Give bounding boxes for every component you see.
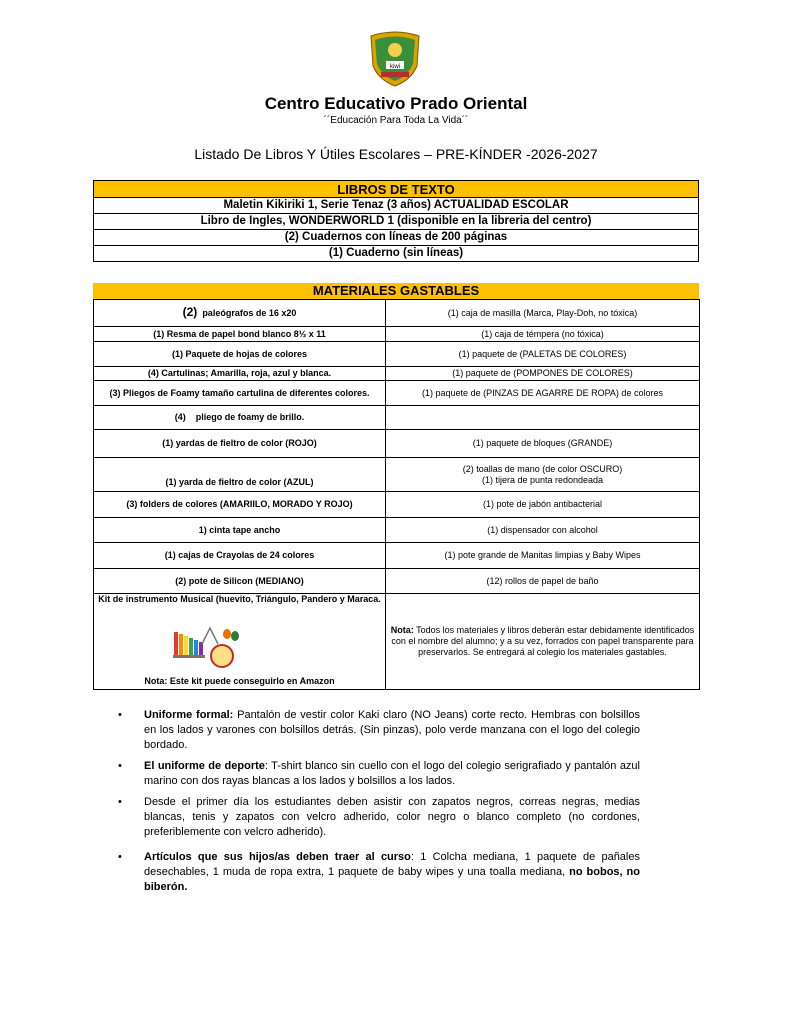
bullet-dot: •	[118, 851, 122, 863]
kit-title: Kit de instrumento Musical (huevito, Triángulo, Pandero y Maraca.	[98, 594, 381, 604]
school-motto: ´´Educación Para Toda La Vida´´	[323, 115, 469, 126]
material-right: (1) pote grande de Manitas limpias y Baby Wipes	[386, 543, 700, 569]
material-left: 1) cinta tape ancho	[94, 518, 386, 543]
material-right	[386, 406, 700, 430]
material-count: (2)	[182, 305, 198, 319]
material-right-line: (2) toallas de mano (de color OSCURO)	[462, 463, 623, 474]
bullet-item	[110, 850, 640, 895]
material-left: (4) Cartulinas; Amarilla, roja, azul y blanca.	[94, 367, 386, 381]
bullet-text: : T-shirt blanco sin cuello con el logo del colegio serigrafiado y pantalón azul marino con dos rayas blancas a los lados y bolsillos a los lados.	[144, 760, 640, 787]
material-right	[386, 458, 700, 492]
material-left: (3) folders de colores (AMARIILO, MORADO Y ROJO)	[94, 492, 386, 518]
bullet-label: El uniforme de deporte	[144, 760, 265, 772]
kit-cell	[94, 594, 386, 690]
kit-note: Nota: Este kit puede conseguirlo en Amazon	[144, 676, 335, 686]
material-right-line: (1) tijera de punta redondeada	[481, 474, 604, 485]
bullet-tail: no bobos, no biberón.	[144, 866, 640, 893]
libro-item: (2) Cuadernos con líneas de 200 páginas	[94, 230, 699, 246]
material-left: (1) cajas de Crayolas de 24 colores	[94, 543, 386, 569]
school-name: Centro Educativo Prado Oriental	[264, 94, 528, 113]
material-left: (4) pliego de foamy de brillo.	[94, 406, 386, 430]
material-right: (1) caja de masilla (Marca, Play-Doh, no tóxica)	[386, 300, 700, 327]
material-left: (2) pote de Silicon (MEDIANO)	[94, 569, 386, 594]
material-right: (1) paquete de bloques (GRANDE)	[386, 430, 700, 458]
material-left: (1) Resma de papel bond blanco 8½ x 11	[94, 327, 386, 342]
bullet-dot: •	[118, 796, 122, 808]
bullet-dot: •	[118, 709, 122, 721]
bullet-text: : 1 Colcha mediana, 1 paquete de pañales desechables, 1 muda de ropa extra, 1 paquete de baby wipes y una toalla mediana,	[144, 851, 640, 878]
nota-cell	[386, 594, 700, 690]
nota-label: Nota:	[390, 625, 414, 635]
bullet-item	[110, 795, 640, 840]
instrument-kit-image	[172, 622, 242, 668]
material-left: (1) Paquete de hojas de colores	[94, 342, 386, 367]
bullet-item	[110, 759, 640, 789]
libros-header: LIBROS DE TEXTO	[94, 181, 699, 198]
material-right: (1) pote de jabón antibacterial	[386, 492, 700, 518]
list-title: Listado De Libros Y Útiles Escolares – PRE-KÍNDER -2026-2027	[194, 146, 598, 162]
material-text: paleógrafos de 16 x20	[202, 308, 297, 318]
material-right: (1) paquete de (POMPONES DE COLORES)	[386, 367, 700, 381]
material-right: (1) paquete de (PALETAS DE COLORES)	[386, 342, 700, 367]
bullet-text: Desde el primer día los estudiantes deben asistir con zapatos negros, correas negras, medias blancas, tenis y zapatos con velcro adherido, color negro o blanco completo (no cordones, preferiblemente con velcro adherido).	[144, 796, 640, 838]
bullet-item	[110, 708, 640, 753]
libro-item: Maletin Kikiriki 1, Serie Tenaz (3 años) ACTUALIDAD ESCOLAR	[94, 198, 699, 214]
libros-table	[93, 180, 699, 262]
bullet-text: Pantalón de vestir color Kaki claro (NO Jeans) corte recto. Hembras con bolsillos en los lados y varones con bolsillos detrás. (Sin pinzas), polo verde manzana con el logo del colegio bordado.	[144, 709, 641, 751]
material-left	[94, 300, 386, 327]
material-right: (1) paquete de (PINZAS DE AGARRE DE ROPA) de colores	[386, 381, 700, 406]
bullet-dot: •	[118, 760, 122, 772]
material-left: (1) yardas de fieltro de color (ROJO)	[94, 430, 386, 458]
material-left: (3) Pliegos de Foamy tamaño cartulina de diferentes colores.	[94, 381, 386, 406]
material-right: (12) rollos de papel de baño	[386, 569, 700, 594]
materiales-header: MATERIALES GASTABLES	[93, 283, 699, 299]
bullet-list	[110, 708, 640, 901]
nota-text: Todos los materiales y libros deberán estar debidamente identificados con el nombre del alumno; y a su vez, forrados con papel transparente para preservarlos. Se entregará al colegio los materiales gastables.	[391, 625, 695, 657]
bullet-label: Artículos que sus hijos/as deben traer al curso	[144, 851, 411, 863]
libro-item: Libro de Ingles, WONDERWORLD 1 (disponible en la libreria del centro)	[94, 214, 699, 230]
school-logo	[365, 30, 425, 88]
materiales-table	[93, 299, 700, 690]
bullet-label: Uniforme formal:	[144, 709, 234, 721]
material-left: (1) yarda de fieltro de color (AZUL)	[94, 458, 386, 492]
logo-text: kiwi	[390, 64, 400, 70]
material-right: (1) caja de témpera (no tóxica)	[386, 327, 700, 342]
material-right: (1) dispensador con alcohol	[386, 518, 700, 543]
libro-item: (1) Cuaderno (sin líneas)	[94, 246, 699, 262]
